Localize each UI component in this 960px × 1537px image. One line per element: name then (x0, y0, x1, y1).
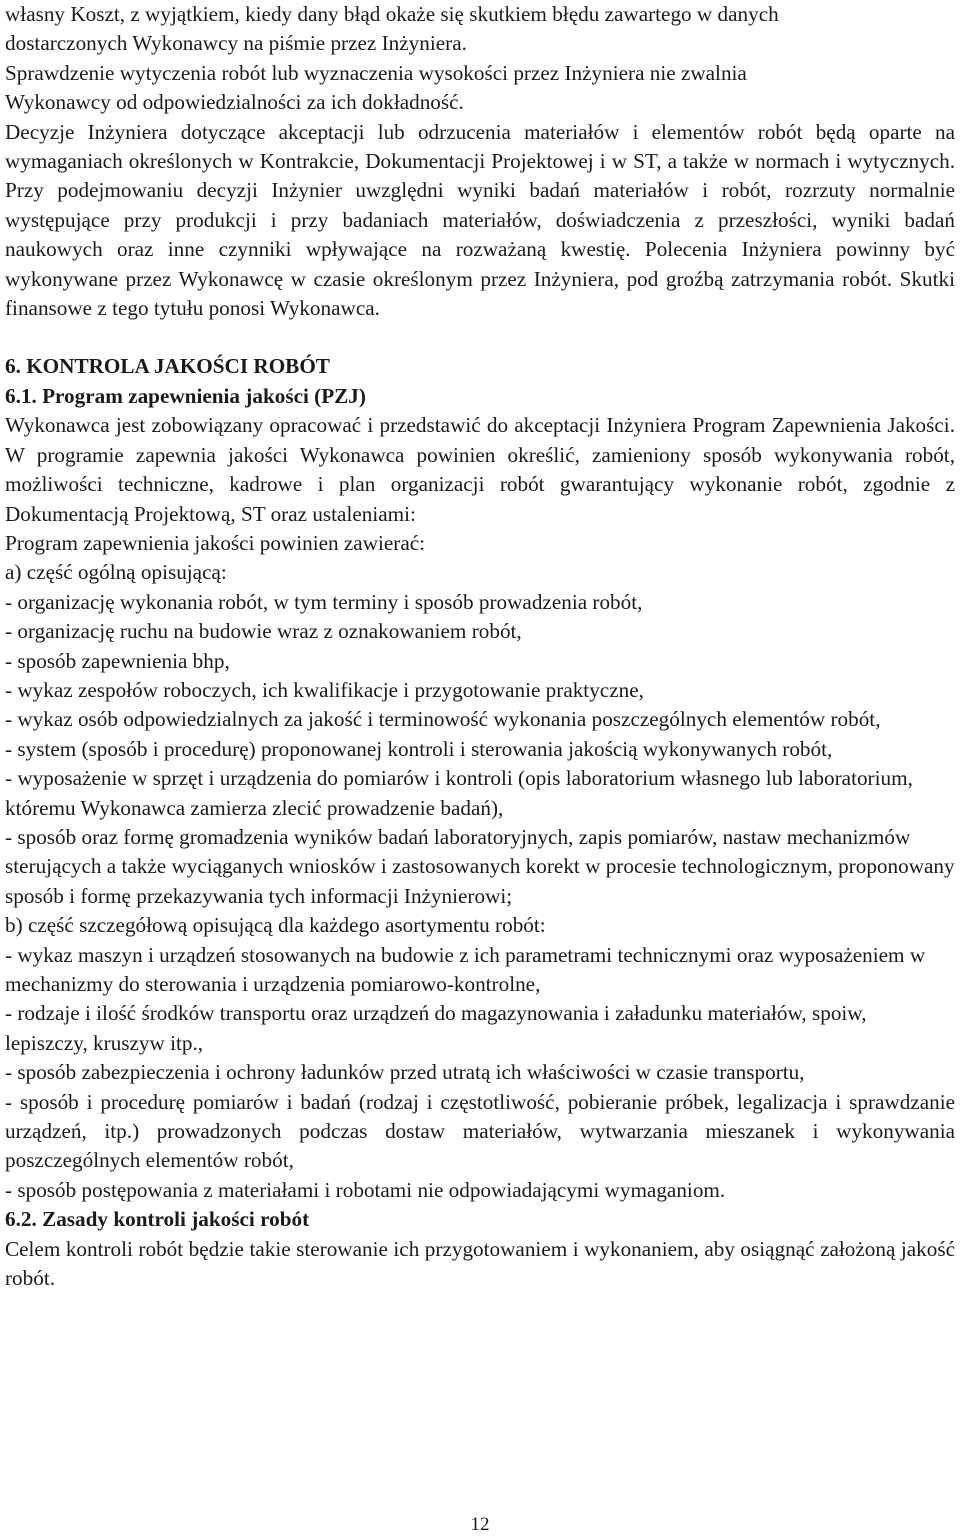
list-item: - sposób i procedurę pomiarów i badań (rodzaj i częstotliwość, pobieranie próbek, legalizacja i sprawdzanie urządzeń, itp.) prowadzonych podczas dostaw materiałów, wytwarzania mieszanek i wykonywania poszczególnych elementów robót, (5, 1089, 955, 1173)
list-item: - rodzaje i ilość środków transportu oraz urządzeń do magazynowania i załadunku materiałów, spoiw, (5, 1001, 867, 1026)
text-line: Sprawdzenie wytyczenia robót lub wyznaczenia wysokości przez Inżyniera nie zwalnia (5, 60, 747, 85)
list-item: - organizację wykonania robót, w tym terminy i sposób prowadzenia robót, (5, 589, 643, 614)
list-item: - wyposażenie w sprzęt i urządzenia do pomiarów i kontroli (opis laboratorium własnego lub laboratorium, któremu Wykonawca zamierza zlecić prowadzenie badań), (5, 766, 913, 820)
list-item: - wykaz osób odpowiedzialnych za jakość i terminowość wykonania poszczególnych elementów robót, (5, 707, 881, 732)
subsection-heading: 6.1. Program zapewnienia jakości (PZJ) (5, 383, 366, 408)
list-item: - wykaz zespołów roboczych, ich kwalifikacje i przygotowanie praktyczne, (5, 677, 644, 702)
list-item: - system (sposób i procedurę) proponowanej kontroli i sterowania jakością wykonywanych robót, (5, 736, 833, 761)
text-line: własny Koszt, z wyjątkiem, kiedy dany błąd okaże się skutkiem błędu zawartego w danych (5, 2, 779, 26)
control-paragraph: Celem kontroli robót będzie takie sterowanie ich przygotowaniem i wykonaniem, aby osiągnąć założoną jakość robót. (5, 1236, 955, 1291)
list-item: - wykaz maszyn i urządzeń stosowanych na budowie z ich parametrami technicznymi oraz wyposażeniem w mechanizmy do sterowania i urządzenia pomiarowo-kontrolne, (5, 942, 926, 996)
list-item: - sposób zapewnienia bhp, (5, 648, 230, 673)
pzj-intro-paragraph: Wykonawca jest zobowiązany opracować i przedstawić do akceptacji Inżyniera Program Zapewnienia Jakości. W programie zapewnia jakości Wykonawca powinien określić, zamieniony sposób wykonywania robót, możliwości techniczne, kadrowe i plan organizacji robót gwarantujący wykonanie robót, zgodnie z Dokumentacją Projektową, ST oraz ustaleniami: (5, 413, 955, 526)
program-line: Program zapewnienia jakości powinien zawierać: (5, 530, 426, 555)
text-line: Wykonawcy od odpowiedzialności za ich dokładność. (5, 90, 464, 115)
list-item: - sposób postępowania z materiałami i robotami nie odpowiadającymi wymaganiom. (5, 1177, 726, 1202)
list-item: - sposób oraz formę gromadzenia wyników badań laboratoryjnych, zapis pomiarów, nastaw mechanizmów sterujących a także wyciąganych wniosków i zastosowanych korekt w procesie technologicznym, proponowany sposób i formę przekazywania tych informacji Inżynierowi; (5, 824, 955, 908)
part-a-label: a) część ogólną opisującą: (5, 560, 227, 585)
decisions-paragraph: Decyzje Inżyniera dotyczące akceptacji lub odrzucenia materiałów i elementów robót będą oparte na wymaganiach określonych w Kontrakcie, Dokumentacji Projektowej i w ST, a także w normach i wytycznych. Przy podejmowaniu decyzji Inżynier uwzględni wyniki badań materiałów i robót, rozrzuty normalnie występujące przy produkcji i przy badaniach materiałów, doświadczenia z przeszłości, wyniki badań naukowych oraz inne czynniki wpływające na rozważaną kwestię. Polecenia Inżyniera powinny być wykonywane przez Wykonawcę w czasie określonym przez Inżyniera, pod groźbą zatrzymania robót. Skutki finansowe z tego tytułu ponosi Wykonawca. (5, 119, 955, 321)
subsection-heading: 6.2. Zasady kontroli jakości robót (5, 1207, 310, 1232)
section-heading: 6. KONTROLA JAKOŚCI ROBÓT (5, 354, 330, 379)
page-number: 12 (470, 1514, 490, 1535)
document-page (5, 0, 955, 1293)
text-line: dostarczonych Wykonawcy na piśmie przez Inżyniera. (5, 31, 467, 56)
list-item: - organizację ruchu na budowie wraz z oznakowaniem robót, (5, 619, 522, 644)
part-b-label: b) część szczegółową opisującą dla każdego asortymentu robót: (5, 913, 546, 938)
blank-line (5, 323, 955, 352)
list-item: lepiszczy, kruszyw itp., (5, 1030, 204, 1055)
list-item: - sposób zabezpieczenia i ochrony ładunków przed utratą ich właściwości w czasie transportu, (5, 1060, 805, 1085)
